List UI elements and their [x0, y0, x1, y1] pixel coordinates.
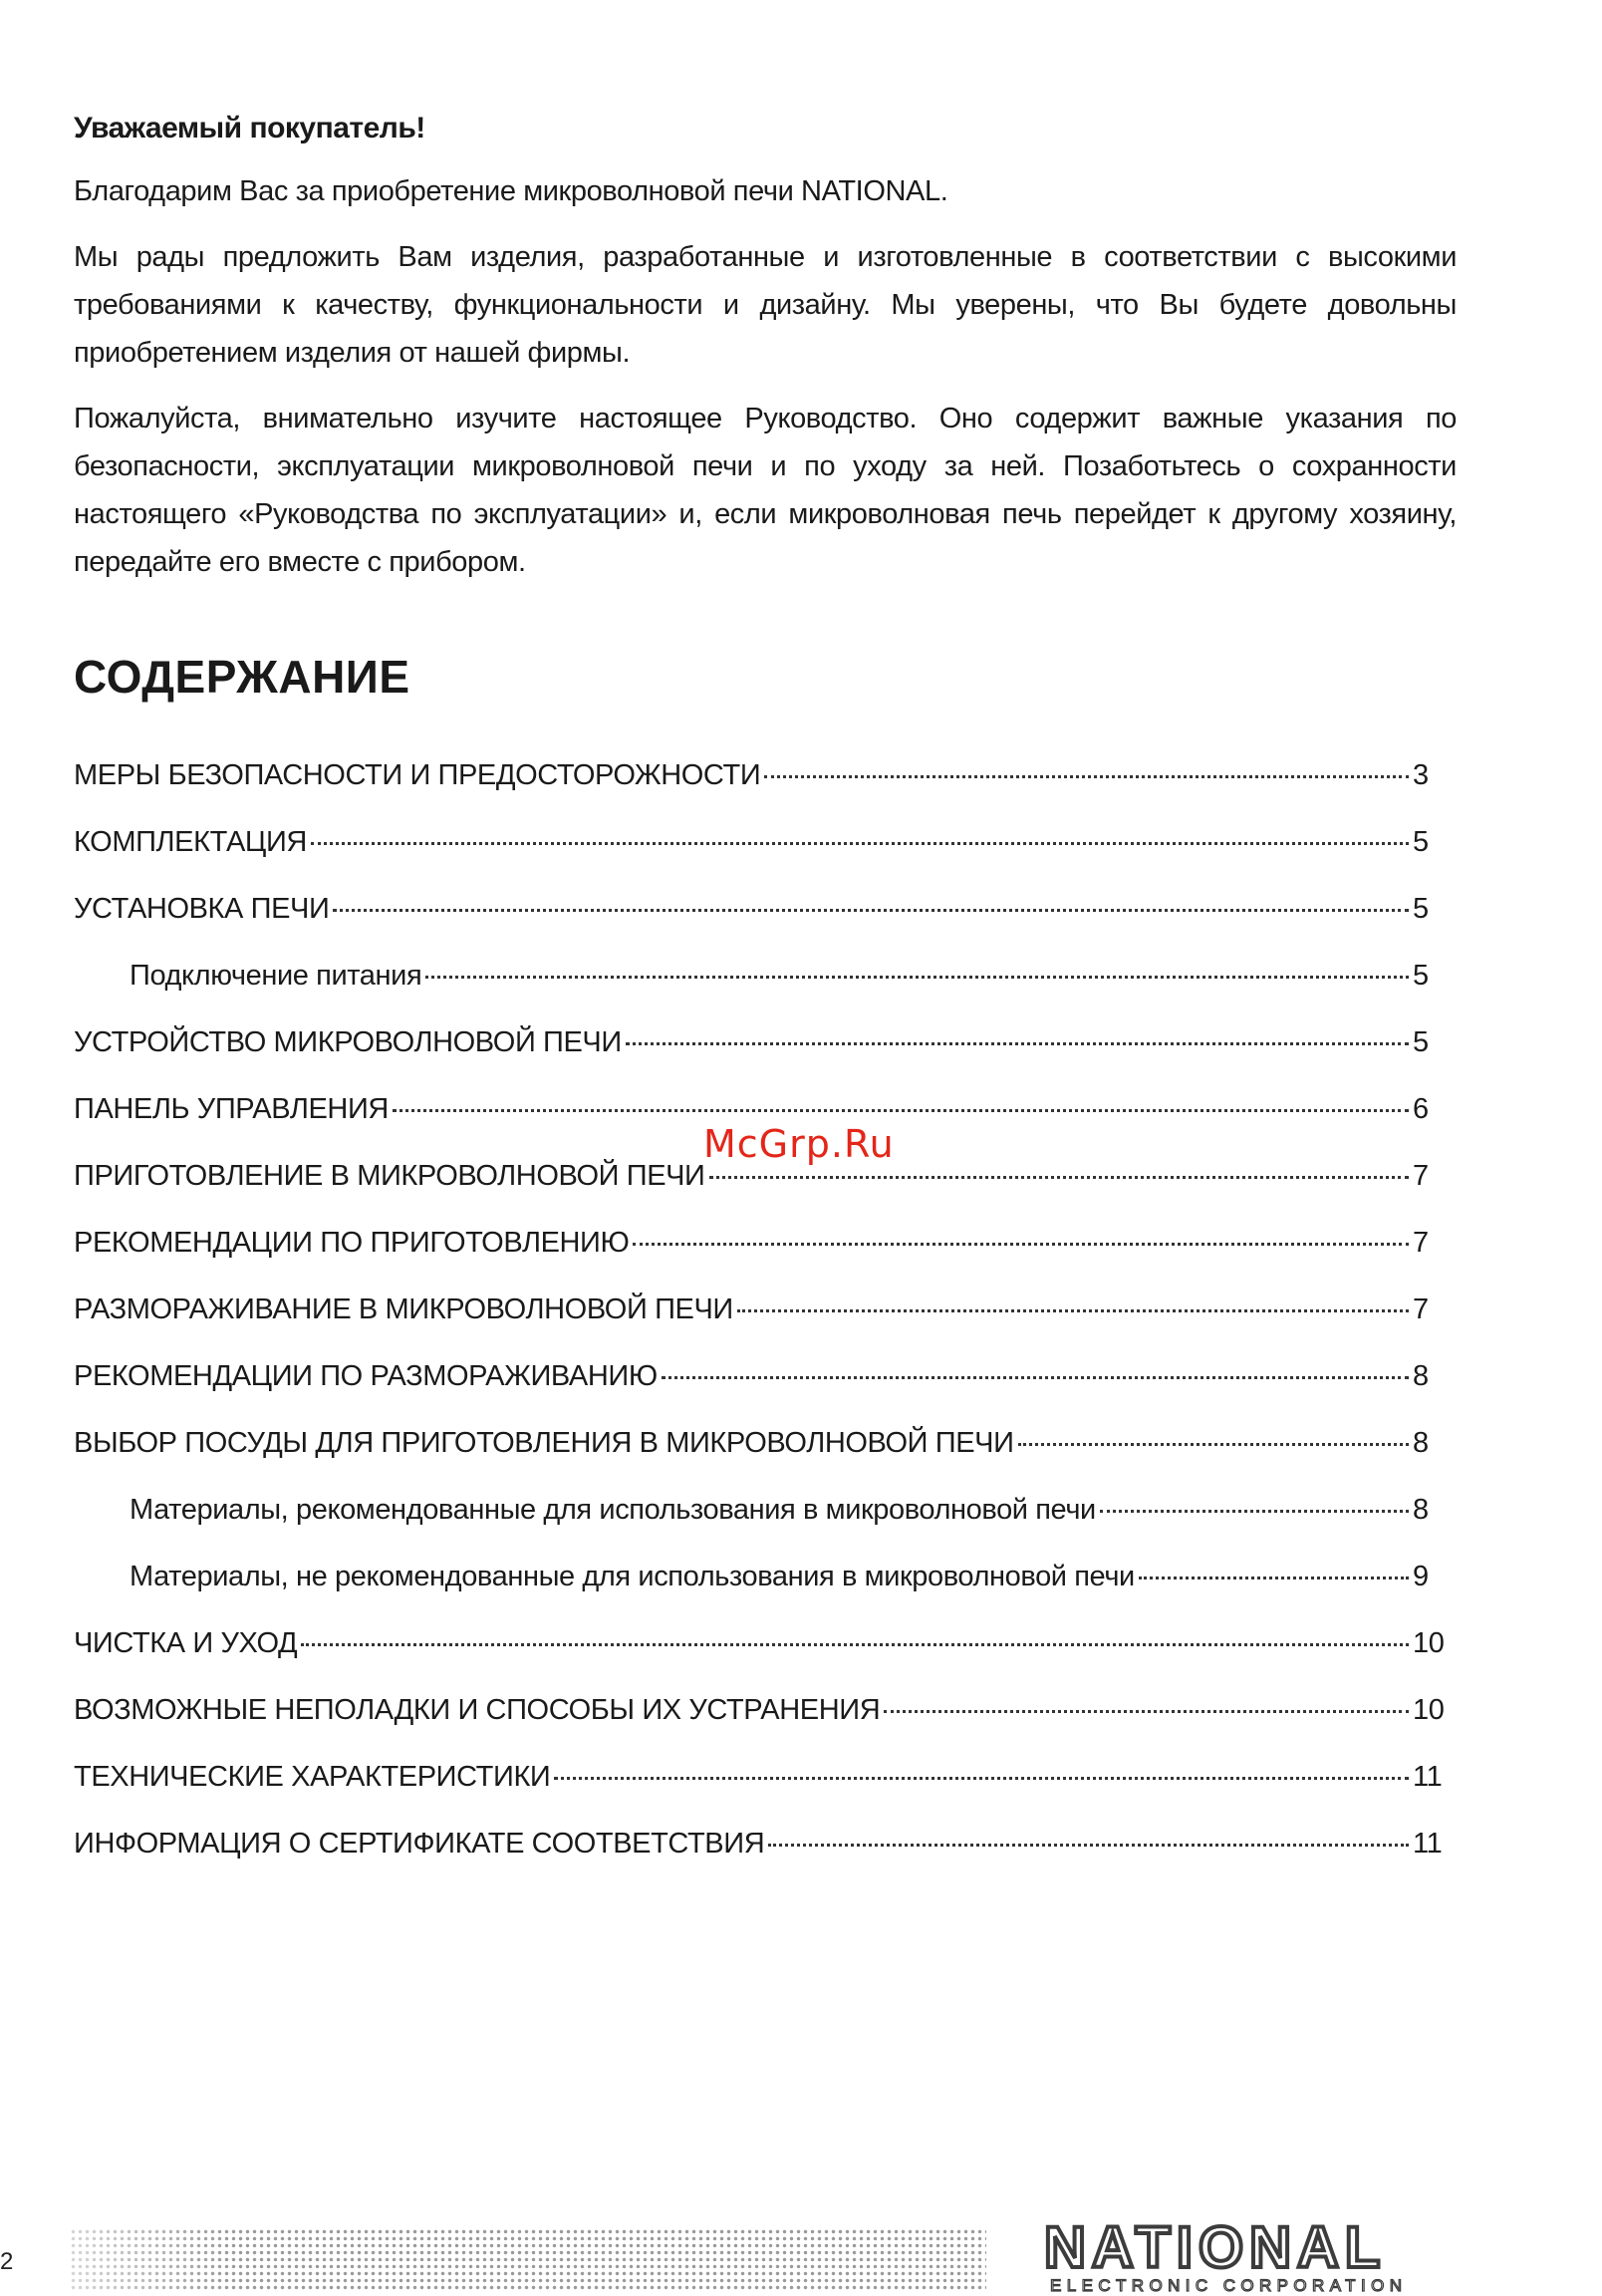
- toc-heading: СОДЕРЖАНИЕ: [74, 651, 410, 703]
- toc-entry-title: РЕКОМЕНДАЦИИ ПО РАЗМОРАЖИВАНИЮ: [74, 1360, 658, 1392]
- toc-entry-page: 11: [1413, 1761, 1443, 1793]
- toc-entry-title: УСТРОЙСТВО МИКРОВОЛНОВОЙ ПЕЧИ: [74, 1026, 622, 1058]
- footer-dot-fade: [70, 2228, 229, 2290]
- toc-dot-leader: [393, 1109, 1409, 1112]
- toc-entry-title: ВОЗМОЖНЫЕ НЕПОЛАДКИ И СПОСОБЫ ИХ УСТРАНЕНИЯ: [74, 1694, 881, 1726]
- toc-dot-leader: [768, 1844, 1409, 1847]
- toc-dot-leader: [554, 1777, 1409, 1780]
- toc-entry-page: 10: [1413, 1694, 1445, 1726]
- toc-entry[interactable]: [74, 893, 1443, 960]
- toc-entry-title: МЕРЫ БЕЗОПАСНОСТИ И ПРЕДОСТОРОЖНОСТИ: [74, 759, 761, 791]
- toc-entry-page: 5: [1413, 893, 1429, 925]
- toc-entry[interactable]: [74, 1293, 1443, 1360]
- toc-entry-title: ПАНЕЛЬ УПРАВЛЕНИЯ: [74, 1093, 389, 1125]
- intro-paragraph: Мы рады предложить Вам изделия, разработанные и изготовленные в соответствии с высокими требованиями к качеству, функциональности и дизайну. Мы уверены, что Вы будете довольны приобретением изделия от нашей фирмы.: [74, 241, 1457, 369]
- toc-entry-page: 3: [1413, 759, 1429, 791]
- toc-entry-page: 8: [1413, 1427, 1429, 1459]
- toc-entry-page: 6: [1413, 1093, 1429, 1125]
- toc-subentry[interactable]: [74, 1561, 1443, 1627]
- toc-entry-title: ТЕХНИЧЕСКИЕ ХАРАКТЕРИСТИКИ: [74, 1761, 551, 1793]
- toc-dot-leader: [662, 1376, 1409, 1379]
- toc-entry-page: 9: [1413, 1561, 1429, 1592]
- toc-entry[interactable]: [74, 1761, 1443, 1828]
- toc-entry-page: 5: [1413, 826, 1429, 858]
- toc-entry-title: ПРИГОТОВЛЕНИЕ В МИКРОВОЛНОВОЙ ПЕЧИ: [74, 1160, 705, 1192]
- toc-dot-leader: [333, 909, 1409, 912]
- toc-entry[interactable]: [74, 1627, 1443, 1694]
- toc-entry-title: ЧИСТКА И УХОД: [74, 1627, 298, 1659]
- table-of-contents: [74, 759, 1443, 1894]
- toc-entry-page: 7: [1413, 1160, 1429, 1192]
- toc-entry[interactable]: [74, 826, 1443, 893]
- toc-entry-page: 8: [1413, 1360, 1429, 1392]
- toc-entry-page: 7: [1413, 1293, 1429, 1325]
- toc-entry-page: 11: [1413, 1828, 1443, 1860]
- toc-entry-title: Материалы, не рекомендованные для использования в микроволновой печи: [130, 1561, 1135, 1592]
- intro-paragraph: Благодарим Вас за приобретение микроволновой печи NATIONAL.: [74, 175, 948, 207]
- toc-dot-leader: [709, 1176, 1409, 1179]
- page-number: 2: [0, 2248, 14, 2275]
- toc-dot-leader: [1139, 1577, 1409, 1579]
- toc-dot-leader: [626, 1042, 1409, 1045]
- toc-entry[interactable]: [74, 1227, 1443, 1293]
- intro-paragraph: Пожалуйста, внимательно изучите настоящее Руководство. Оно содержит важные указания по безопасности, эксплуатации микроволновой печи и по уходу за ней. Позаботьтесь о сохранности настоящего «Руководства по эксплуатации» и, если микроволновая печь перейдет к другому хозяину, передайте его вместе с прибором.: [74, 403, 1457, 578]
- toc-dot-leader: [311, 842, 1409, 845]
- toc-entry-page: 5: [1413, 1026, 1429, 1058]
- toc-subentry[interactable]: [74, 1494, 1443, 1561]
- toc-entry[interactable]: [74, 1026, 1443, 1093]
- toc-entry-page: 10: [1413, 1627, 1445, 1659]
- toc-entry-page: 8: [1413, 1494, 1429, 1526]
- toc-entry[interactable]: [74, 1427, 1443, 1494]
- toc-dot-leader: [301, 1643, 1409, 1646]
- toc-entry[interactable]: [74, 759, 1443, 826]
- toc-entry[interactable]: [74, 1160, 1443, 1227]
- toc-dot-leader: [425, 976, 1409, 979]
- toc-dot-leader: [737, 1309, 1409, 1312]
- logo-wordmark: NATIONAL: [1044, 2215, 1387, 2280]
- toc-dot-leader: [633, 1243, 1409, 1246]
- toc-dot-leader: [764, 775, 1409, 778]
- toc-entry-title: КОМПЛЕКТАЦИЯ: [74, 826, 307, 858]
- site-watermark: McGrp.Ru: [703, 1122, 895, 1166]
- toc-entry-title: Материалы, рекомендованные для использования в микроволновой печи: [130, 1494, 1096, 1526]
- toc-subentry[interactable]: [74, 960, 1443, 1026]
- toc-entry-page: 7: [1413, 1227, 1429, 1259]
- toc-entry-title: Подключение питания: [130, 960, 422, 992]
- toc-entry-title: УСТАНОВКА ПЕЧИ: [74, 893, 330, 925]
- national-logo: [1044, 2215, 1463, 2296]
- toc-entry-title: ВЫБОР ПОСУДЫ ДЛЯ ПРИГОТОВЛЕНИЯ В МИКРОВОЛНОВОЙ ПЕЧИ: [74, 1427, 1014, 1459]
- toc-entry-title: РАЗМОРАЖИВАНИЕ В МИКРОВОЛНОВОЙ ПЕЧИ: [74, 1293, 733, 1325]
- toc-dot-leader: [1018, 1443, 1409, 1446]
- greeting-heading: Уважаемый покупатель!: [74, 112, 425, 144]
- toc-dot-leader: [884, 1710, 1409, 1713]
- logo-tagline: ELECTRONIC CORPORATION: [1050, 2276, 1408, 2295]
- intro-text: [74, 167, 1457, 604]
- toc-dot-leader: [1100, 1510, 1409, 1513]
- toc-entry[interactable]: [74, 1694, 1443, 1761]
- toc-entry-page: 5: [1413, 960, 1429, 992]
- toc-entry-title: ИНФОРМАЦИЯ О СЕРТИФИКАТЕ СООТВЕТСТВИЯ: [74, 1828, 765, 1860]
- toc-entry-title: РЕКОМЕНДАЦИИ ПО ПРИГОТОВЛЕНИЮ: [74, 1227, 630, 1259]
- toc-entry[interactable]: [74, 1828, 1443, 1894]
- toc-entry[interactable]: [74, 1360, 1443, 1427]
